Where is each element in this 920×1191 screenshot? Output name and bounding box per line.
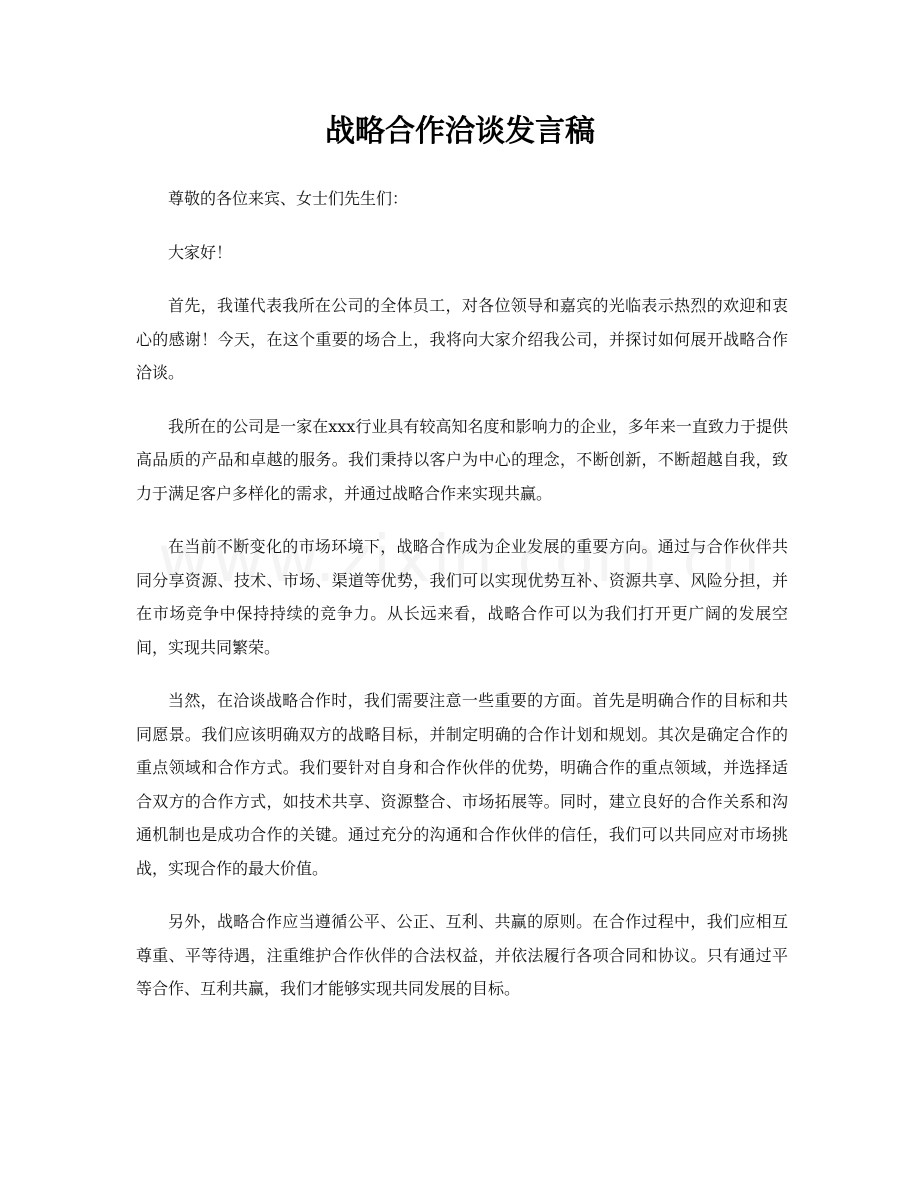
paragraph-market: 在当前不断变化的市场环境下，战略合作成为企业发展的重要方向。通过与合作伙伴共同分享资源、技术、市场、渠道等优势，我们可以实现优势互补、资源共享、风险分担，并在市场竞争中保持持续的竞争力。从长远来看，战略合作可以为我们打开更广阔的发展空间，实现共同繁荣。 [136,537,788,657]
salutation: 尊敬的各位来宾、女士们先生们： [168,189,409,208]
paragraph-considerations: 当然，在洽谈战略合作时，我们需要注意一些重要的方面。首先是明确合作的目标和共同愿景。我们应该明确双方的战略目标，并制定明确的合作计划和规划。其次是确定合作的重点领域和合作方式。我们要针对自身和合作伙伴的优势，明确合作的重点领域，并选择适合双方的合作方式，如技术共享、资源整合、市场拓展等。同时，建立良好的合作关系和沟通机制也是成功合作的关键。通过充分的沟通和合作伙伴的信任，我们可以共同应对市场挑战，实现合作的最大价值。 [136,691,788,878]
document-title: 战略合作洽谈发言稿 [325,114,595,149]
greeting: 大家好！ [168,242,233,262]
paragraph-intro: 首先，我谨代表我所在公司的全体员工，对各位领导和嘉宾的光临表示热烈的欢迎和衷心的感谢！今天，在这个重要的场合上，我将向大家介绍我公司，并探讨如何展开战略合作洽谈。 [136,296,788,382]
paragraph-principles: 另外，战略合作应当遵循公平、公正、互利、共赢的原则。在合作过程中，我们应相互尊重、平等待遇，注重维护合作伙伴的合法权益，并依法履行各项合同和协议。只有通过平等合作、互利共赢，我们才能够实现共同发展的目标。 [136,912,788,998]
paragraph-company: 我所在的公司是一家在xxx行业具有较高知名度和影响力的企业，多年来一直致力于提供高品质的产品和卓越的服务。我们秉持以客户为中心的理念，不断创新，不断超越自我，致力于满足客户多样化的需求，并通过战略合作来实现共赢。 [136,416,788,503]
document-body [136,182,788,1026]
